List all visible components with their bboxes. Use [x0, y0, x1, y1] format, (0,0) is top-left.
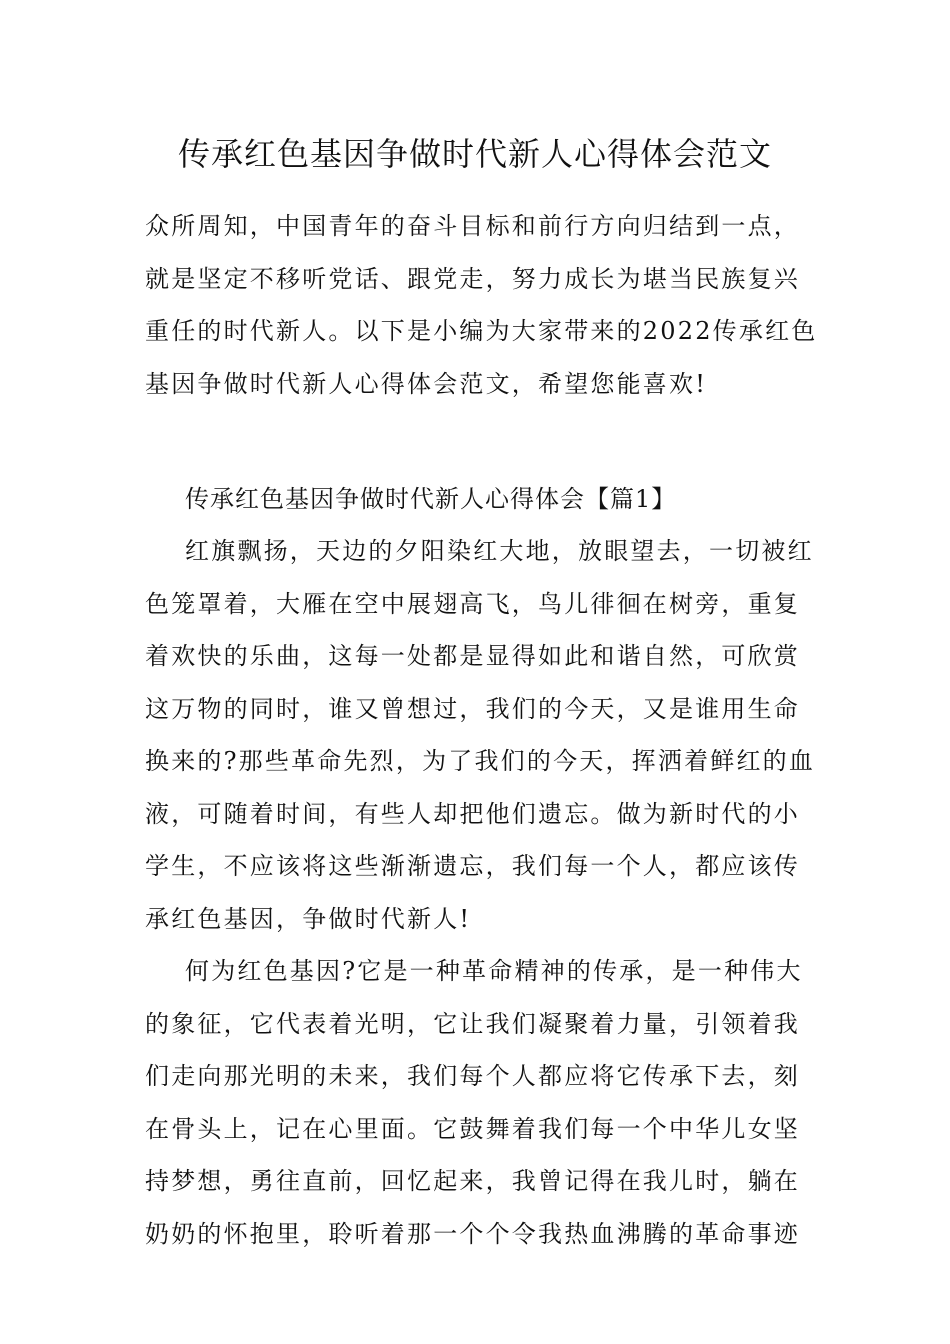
- paragraph-1-line: 承红色基因，争做时代新人!: [145, 904, 472, 933]
- paragraph-1-line: 液，可随着时间，有些人却把他们遗忘。做为新时代的小: [145, 799, 800, 828]
- intro-line: 基因争做时代新人心得体会范文，希望您能喜欢!: [145, 369, 708, 398]
- intro-line: 就是坚定不移听党话、跟党走，努力成长为堪当民族复兴: [145, 264, 800, 293]
- paragraph-1-line: 色笼罩着，大雁在空中展翅高飞，鸟儿徘徊在树旁，重复: [145, 589, 800, 618]
- paragraph-2-line: 何为红色基因?它是一种革命精神的传承，是一种伟大: [185, 957, 803, 985]
- intro-line: 重任的时代新人。以下是小编为大家带来的2022传承红色: [145, 317, 818, 345]
- paragraph-1-line: 学生，不应该将这些渐渐遗忘，我们每一个人，都应该传: [145, 852, 800, 880]
- section-heading-text: 传承红色基因争做时代新人心得体会【篇1】: [185, 485, 677, 513]
- intro-paragraph: [145, 200, 818, 410]
- body-paragraphs: [145, 525, 816, 1260]
- paragraph-2-line: 们走向那光明的未来，我们每个人都应将它传承下去，刻: [145, 1062, 800, 1090]
- section-heading: [145, 473, 810, 526]
- intro-line: 众所周知，中国青年的奋斗目标和前行方向归结到一点，: [145, 212, 800, 240]
- paragraph-1-line: 换来的?那些革命先烈，为了我们的今天，挥洒着鲜红的血: [145, 747, 816, 775]
- paragraph-2-line: 的象征，它代表着光明，它让我们凝聚着力量，引领着我: [145, 1009, 800, 1038]
- paragraph-2-line: 持梦想，勇往直前，回忆起来，我曾记得在我儿时，躺在: [145, 1167, 800, 1195]
- paragraph-1-line: 这万物的同时，谁又曾想过，我们的今天，又是谁用生命: [145, 694, 800, 723]
- paragraph-2-line: 奶奶的怀抱里，聆听着那一个个令我热血沸腾的革命事迹: [145, 1219, 800, 1248]
- paragraph-1-line: 着欢快的乐曲，这每一处都是显得如此和谐自然，可欣赏: [145, 642, 800, 670]
- paragraph-1-line: 红旗飘扬，天边的夕阳染红大地，放眼望去，一切被红: [185, 537, 814, 565]
- paragraph-2-line: 在骨头上，记在心里面。它鼓舞着我们每一个中华儿女坚: [145, 1114, 800, 1143]
- document-title: 传承红色基因争做时代新人心得体会范文: [177, 135, 772, 173]
